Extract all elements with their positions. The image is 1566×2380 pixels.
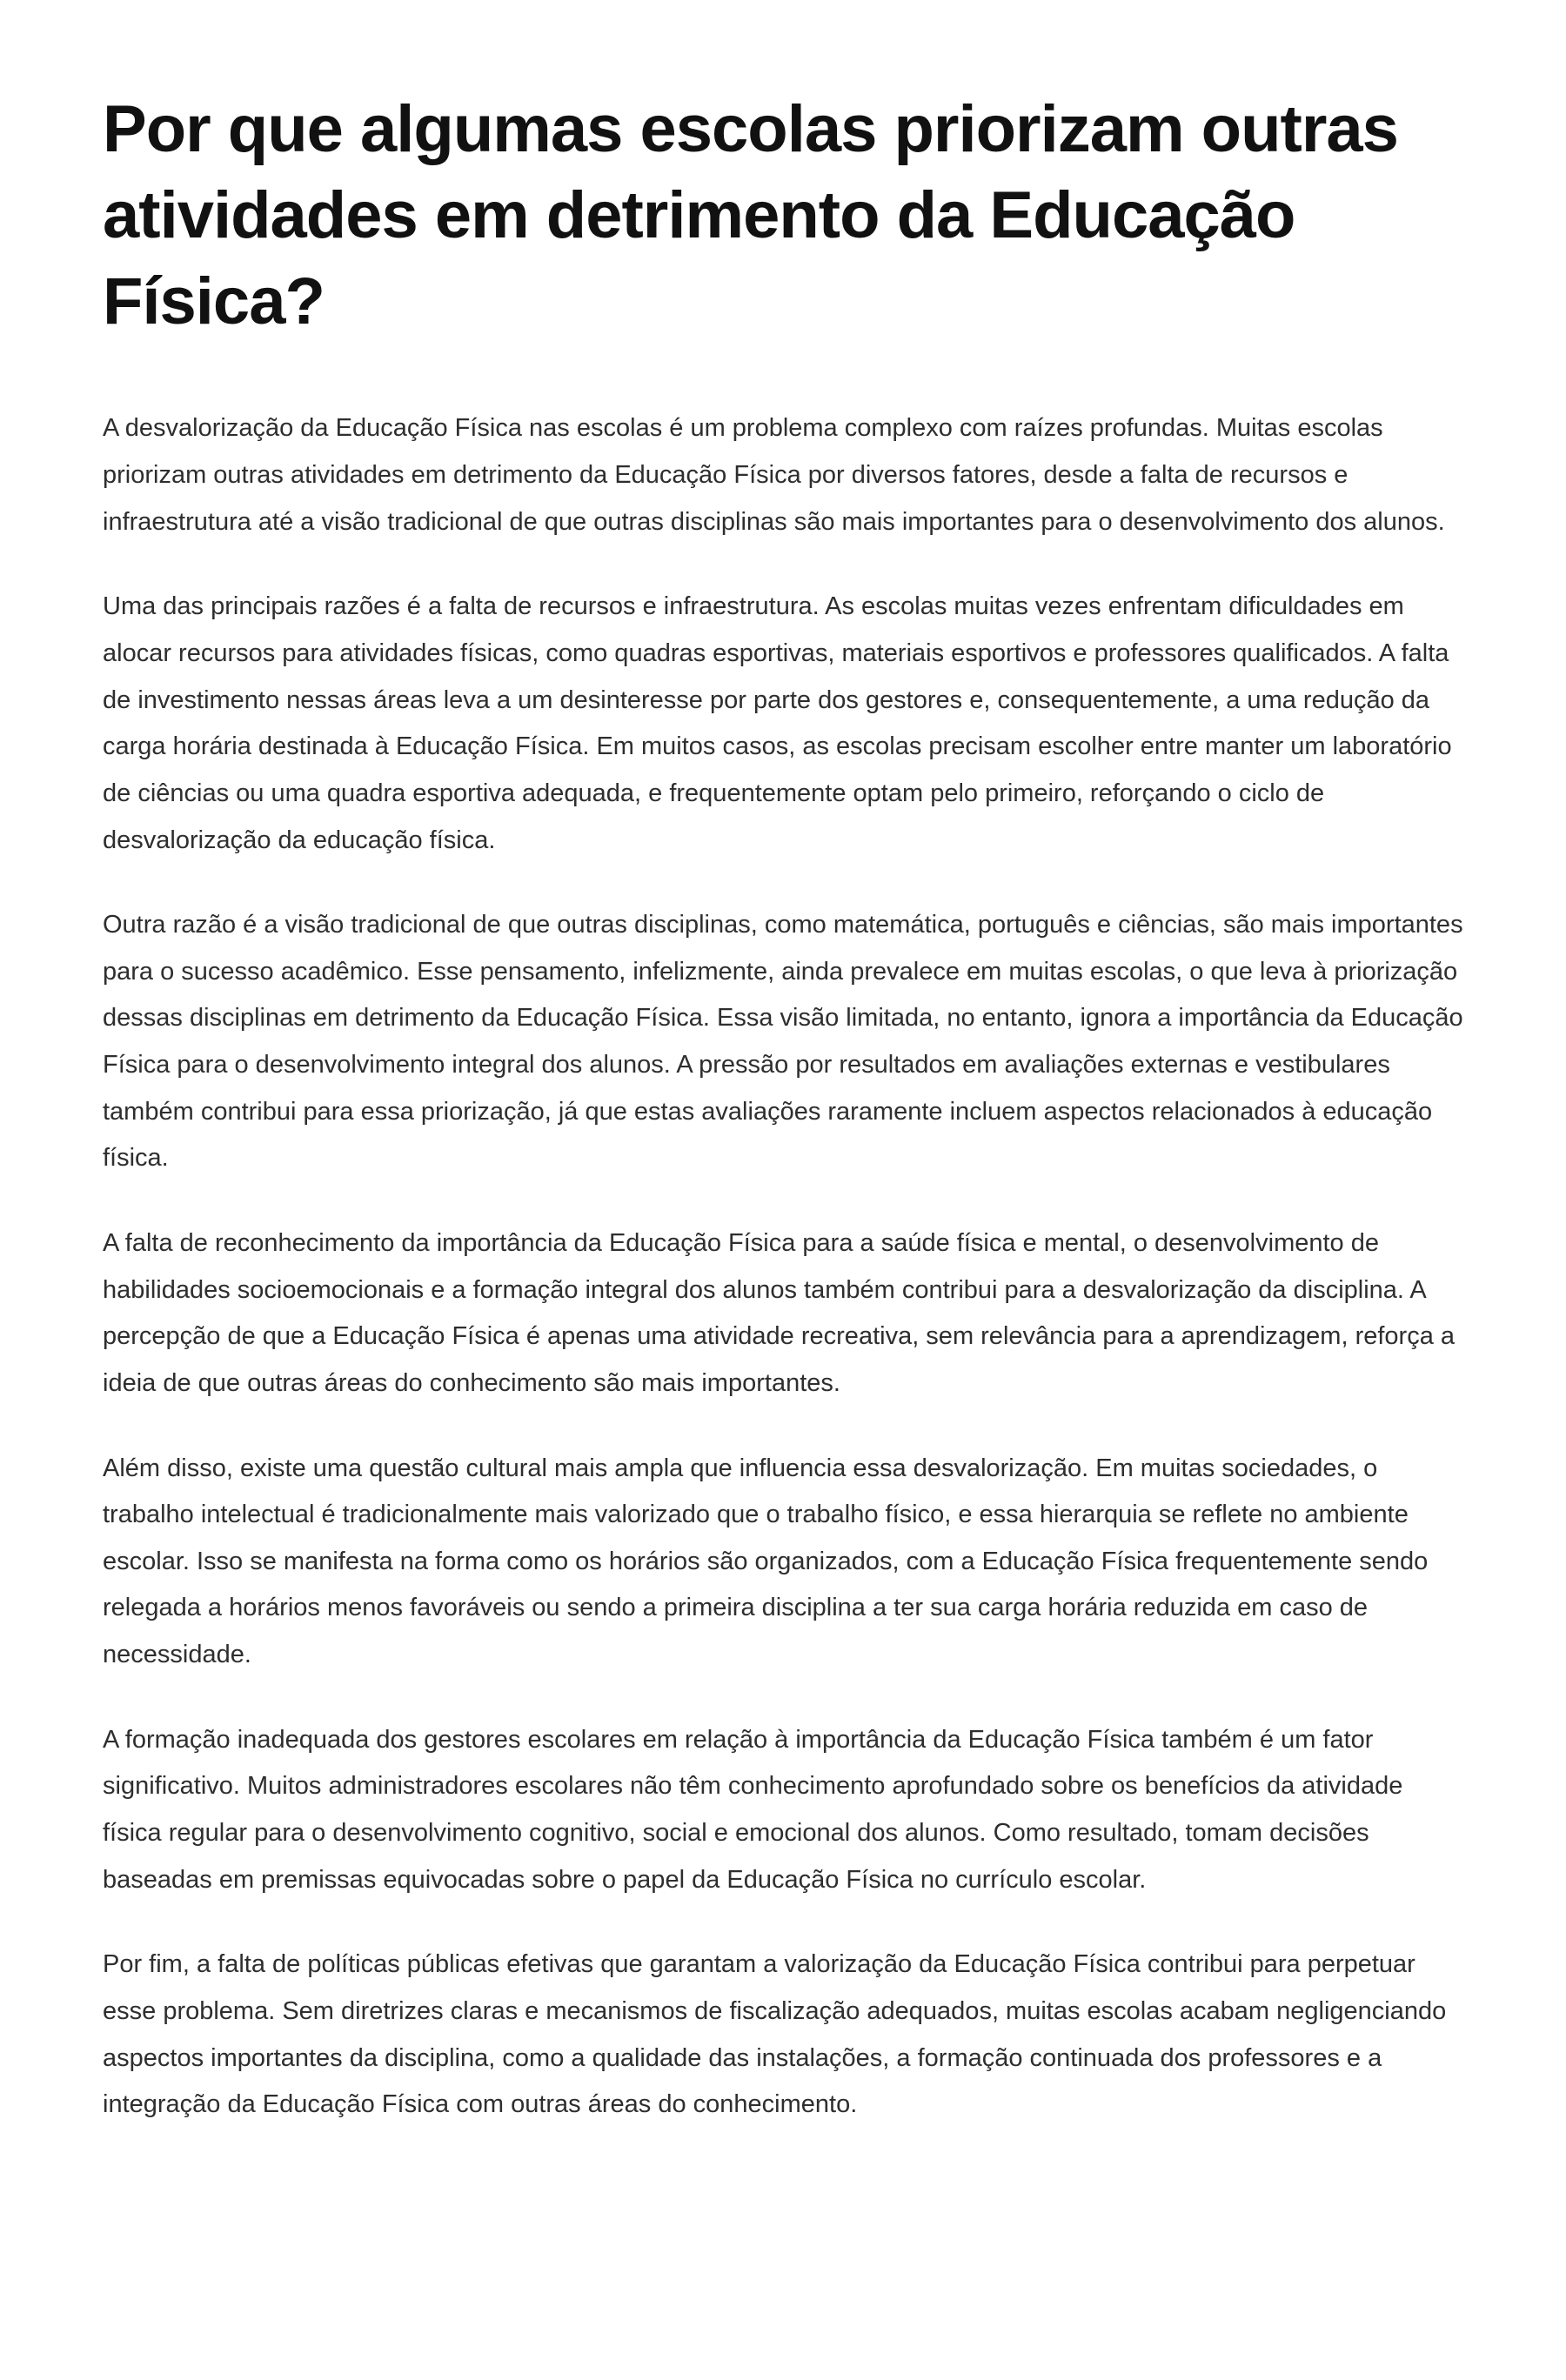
paragraph-5: Além disso, existe uma questão cultural mais ampla que influencia essa desvalorização. Em muitas sociedades, o trabalho intelectual é tradicionalmente mais valorizado que o trabalho físico, e essa hierarquia se reflete no ambiente escolar. Isso se manifesta na forma como os horários são organizados, com a Educação Física frequentemente sendo relegada a horários menos favoráveis ou sendo a primeira disciplina a ter sua carga horária reduzida em caso de necessidade. xyxy=(103,1454,1429,1669)
page-title: Por que algumas escolas priorizam outras atividades em detrimento da Educação Física? xyxy=(103,92,1398,338)
article xyxy=(103,87,1463,2129)
paragraph-7: Por fim, a falta de políticas públicas efetivas que garantam a valorização da Educação Física contribui para perpetuar esse problema. Sem diretrizes claras e mecanismos de fiscalização adequados, muitas escolas acabam negligenciando aspectos importantes da disciplina, como a qualidade das instalações, a formação continuada dos professores e a integração da Educação Física com outras áreas do conhecimento. xyxy=(103,1950,1447,2119)
paragraph-3: Outra razão é a visão tradicional de que outras disciplinas, como matemática, português e ciências, são mais importantes para o sucesso acadêmico. Esse pensamento, infelizmente, ainda prevalece em muitas escolas, o que leva à priorização dessas disciplinas em detrimento da Educação Física. Essa visão limitada, no entanto, ignora a importância da Educação Física para o desenvolvimento integral dos alunos. A pressão por resultados em avaliações externas e vestibulares também contribui para essa priorização, já que estas avaliações raramente incluem aspectos relacionados à educação física. xyxy=(103,911,1463,1173)
paragraph-1: A desvalorização da Educação Física nas escolas é um problema complexo com raízes profundas. Muitas escolas priorizam outras atividades em detrimento da Educação Física por diversos fatores, desde a falta de recursos e infraestrutura até a visão tradicional de que outras disciplinas são mais importantes para o desenvolvimento dos alunos. xyxy=(103,414,1445,536)
paragraph-6: A formação inadequada dos gestores escolares em relação à importância da Educação Física também é um fator significativo. Muitos administradores escolares não têm conhecimento aprofundado sobre os benefícios da atividade física regular para o desenvolvimento cognitivo, social e emocional dos alunos. Como resultado, tomam decisões baseadas em premissas equivocadas sobre o papel da Educação Física no currículo escolar. xyxy=(103,1725,1403,1894)
paragraph-4: A falta de reconhecimento da importância da Educação Física para a saúde física e mental, o desenvolvimento de habilidades socioemocionais e a formação integral dos alunos também contribui para a desvalorização da disciplina. A percepção de que a Educação Física é apenas uma atividade recreativa, sem relevância para a aprendizagem, reforça a ideia de que outras áreas do conhecimento são mais importantes. xyxy=(103,1229,1456,1397)
paragraph-2: Uma das principais razões é a falta de recursos e infraestrutura. As escolas muitas vezes enfrentam dificuldades em alocar recursos para atividades físicas, como quadras esportivas, materiais esportivos e professores qualificados. A falta de investimento nessas áreas leva a um desinteresse por parte dos gestores e, consequentemente, a uma redução da carga horária destinada à Educação Física. Em muitos casos, as escolas precisam escolher entre manter um laboratório de ciências ou uma quadra esportiva adequada, e frequentemente optam pelo primeiro, reforçando o ciclo de desvalorização da educação física. xyxy=(103,592,1452,854)
